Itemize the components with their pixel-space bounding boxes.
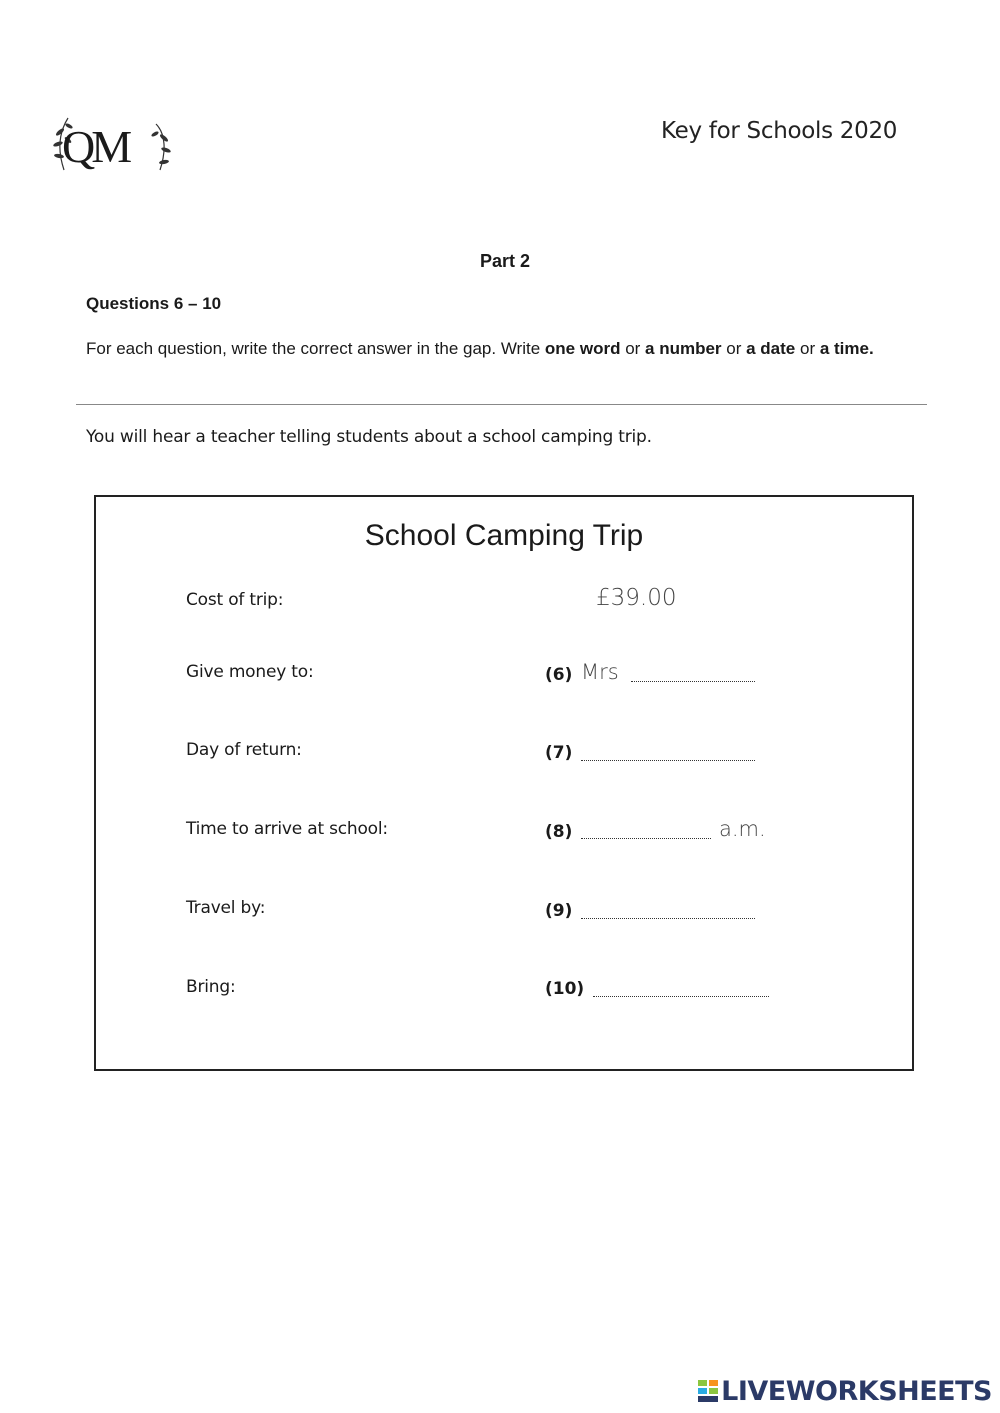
question-number-7: (7) bbox=[545, 743, 573, 763]
intro-text: You will hear a teacher telling students about a school camping trip. bbox=[86, 427, 652, 447]
question-number-9: (9) bbox=[545, 901, 573, 921]
brand-text-main: LIVEWORKSHEETS bbox=[721, 1375, 992, 1407]
answer-gap-10[interactable] bbox=[593, 996, 769, 997]
liveworksheets-logo bbox=[697, 1375, 992, 1407]
instructions bbox=[86, 338, 916, 360]
answer-gap-8[interactable] bbox=[581, 838, 711, 839]
brand-text bbox=[721, 1376, 992, 1407]
cost-value: £39.00 bbox=[596, 585, 677, 611]
logo-text: QM bbox=[62, 121, 129, 172]
label-cost: Cost of trip: bbox=[186, 590, 284, 610]
label-arrival-time: Time to arrive at school: bbox=[186, 819, 388, 839]
question-number-8: (8) bbox=[545, 822, 573, 842]
part-title: Part 2 bbox=[480, 251, 531, 271]
divider bbox=[76, 404, 927, 405]
answer-gap-7[interactable] bbox=[581, 760, 755, 761]
camping-trip-form bbox=[94, 495, 914, 1071]
suffix-am: a.m. bbox=[719, 817, 766, 841]
instruction-or: or bbox=[795, 339, 820, 358]
label-travel-by: Travel by: bbox=[186, 898, 266, 918]
questions-range: Questions 6 – 10 bbox=[86, 294, 222, 313]
instruction-bold-number: a number bbox=[645, 339, 722, 358]
prefix-mrs: Mrs bbox=[581, 660, 619, 684]
exam-title: Key for Schools 2020 bbox=[661, 118, 898, 144]
label-give-money: Give money to: bbox=[186, 662, 314, 682]
label-bring: Bring: bbox=[186, 977, 236, 997]
answer-gap-9[interactable] bbox=[581, 918, 755, 919]
instruction-bold-time: a time. bbox=[819, 339, 874, 358]
instruction-or: or bbox=[721, 339, 747, 358]
instruction-bold-date: a date bbox=[746, 339, 796, 358]
qm-logo bbox=[50, 112, 175, 180]
label-day-of-return: Day of return: bbox=[186, 740, 302, 760]
question-number-6: (6) bbox=[545, 665, 573, 685]
question-number-10: (10) bbox=[545, 979, 585, 999]
instruction-text: For each question, write the correct answer in the gap. Write bbox=[86, 339, 545, 358]
instruction-or: or bbox=[620, 339, 646, 358]
answer-gap-6[interactable] bbox=[631, 681, 755, 682]
instruction-bold-word: one word bbox=[544, 339, 621, 358]
liveworksheets-icon bbox=[697, 1378, 719, 1404]
form-title: School Camping Trip bbox=[364, 519, 644, 552]
